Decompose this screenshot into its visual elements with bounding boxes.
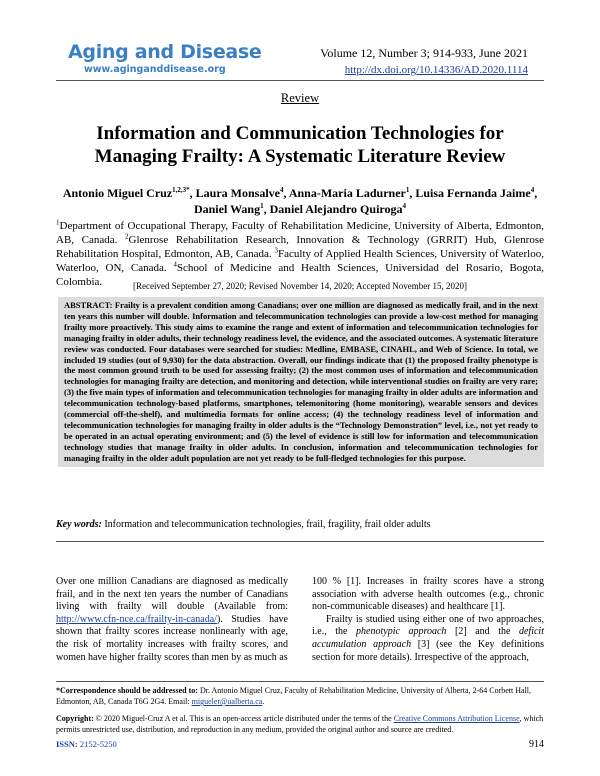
article-type: Review — [280, 91, 320, 105]
article-title: Information and Communication Technologies for Managing Frailty: A Systematic Literature Review — [94, 123, 506, 167]
author-separator: , — [534, 186, 538, 200]
author-name: Laura Monsalve — [195, 186, 280, 200]
author-list — [58, 185, 542, 217]
email-link[interactable]: migueler@ualberta.ca — [191, 697, 263, 706]
affiliation-mark: 1 — [56, 218, 60, 227]
journal-website[interactable]: www.aginganddisease.org — [84, 64, 226, 75]
affiliation-text: School of Medicine and Health Sciences, Universidad del Rosario, Bogota, Colombia. — [56, 262, 544, 288]
p2-emphasis-2: deficit accumulation approach — [312, 626, 544, 650]
issn — [56, 739, 117, 749]
author-separator: , — [409, 186, 416, 200]
intro-text-b: ). Studies have shown that frailty scores increase nonlinearly with age, the risk of mortality increases with frailty scores, and women have higher frailty scores than men by as much as — [56, 613, 288, 663]
affiliation-text: Department of Occupational Therapy, Faculty of Rehabilitation Medicine, University of Alberta, Edmonton, AB, Canada. — [56, 220, 544, 246]
copyright — [56, 713, 544, 735]
author-name: Antonio Miguel Cruz — [62, 186, 173, 200]
author-separator: , — [283, 186, 289, 200]
author-affiliation-mark: 4 — [280, 186, 284, 194]
article-dates: [Received September 27, 2020; Revised November 14, 2020; Accepted November 15, 2020] — [133, 281, 467, 291]
copyright-text: © 2020 Miguel-Cruz A et al. This is an open-access article distributed under the terms of the — [93, 714, 394, 723]
affiliations — [56, 219, 544, 289]
body-column-right — [312, 576, 544, 664]
abstract-box: ABSTRACT: Frailty is a prevalent condition among Canadians; over one million are diagnosed as medically frail, and in the next ten years this number will double. Information and telecommunication technologies can provide a low-cost method for managing frailty more proactively. This study aims to examine the range and extent of information and telecommunication technologies for managing frailty in older adults, their technology readiness level, the evidence, and the associated outcomes. A systematic literature review was conducted. Four databases were searched for studies: Medline, EMBASE, CINAHL, and Web of Science. In total, we included 19 studies (out of 9,930) for the data abstraction. Overall, our findings indicate that (1) the proposed frailty phenotype is the most common ground truth to be used for assessing frailty; (2) the most common uses of information and telecommunication technologies for managing frailty are detection, and monitoring and detection, while interventional studies on frailty are very rare; (3) the five main types of information and telecommunication technologies for managing frailty in older adults are information and telecommunication technology-based platforms, smartphones, telemonitoring (home monitoring), wearable sensors and devices (commercial off-the-shelf), and multimedia formats for online access; (4) the technology readiness level of information and telecommunication technologies for managing frailty in older adults is the “Technology Demonstration” level, i.e., not yet ready to be operated in an actual operating environment; and (5) the level of evidence is still low for information and telecommunication technology studies that manage frailty in older adults. In conclusion, information and telecommunication technologies for managing frailty in the older adult population are not yet ready to be full-fledged technologies for this purpose. — [58, 297, 544, 467]
keywords — [56, 519, 544, 530]
volume-info: Volume 12, Number 3; 914-933, June 2021 — [320, 46, 528, 60]
journal-name: Aging and Disease — [68, 41, 262, 63]
correspondence-text: Dr. Antonio Miguel Cruz, Faculty of Rehabilitation Medicine, University of Alberta, 2-64 Corbett Hall, Edmonton, AB, Canada T6G 2G4. Email: — [56, 686, 532, 706]
correspondence-label: *Correspondence should be addressed to: — [56, 686, 198, 695]
author-affiliation-mark: 4 — [402, 202, 407, 210]
correspondence-end: . — [262, 697, 265, 706]
author-separator: , — [263, 202, 270, 216]
header-divider — [56, 80, 544, 81]
keywords-label: Key words: — [56, 519, 102, 530]
affiliation-text: Faculty of Applied Health Sciences, University of Waterloo, Waterloo, ON, Canada. — [56, 248, 544, 274]
doi-link[interactable]: http://dx.doi.org/10.14336/AD.2020.1114 — [344, 64, 528, 76]
issn-value: 2152-5250 — [79, 739, 117, 749]
author-affiliation-mark: 1,2,3* — [172, 186, 190, 194]
affiliation-text: Glenrose Rehabilitation Research, Innovation & Technology (GRRIT) Hub, Glenrose Rehabilitation Hospital, Edmonton, AB, Canada. — [56, 234, 545, 260]
body-paragraph-2 — [312, 614, 544, 664]
affiliation-mark: 3 — [274, 246, 279, 255]
p2-text-c: [3] (see the Key definitions section for more details). Irrespective of the approach, — [312, 638, 544, 663]
p2-text-b: [2] and the — [446, 626, 519, 638]
affiliation-mark: 4 — [173, 260, 177, 269]
copyright-label: Copyright: — [56, 714, 94, 723]
issn-label: ISSN: — [56, 739, 78, 749]
author-separator: , — [189, 186, 196, 200]
copyright-end: , which permits unrestricted use, distribution, and reproduction in any medium, provided the original author and source are credited. — [56, 714, 544, 734]
footer-divider — [56, 681, 544, 682]
author-name: Luisa Fernanda Jaime — [415, 186, 531, 200]
author-affiliation-mark: 4 — [530, 186, 535, 194]
p2-emphasis-1: phenotypic approach — [356, 626, 447, 638]
page-number: 914 — [529, 739, 544, 750]
correspondence — [56, 685, 544, 707]
author-affiliation-mark: 1 — [405, 186, 410, 194]
body-column-left — [56, 576, 288, 664]
body-paragraph-1: 100 % [1]. Increases in frailty scores have a strong association with adverse health outcomes (e.g., chronic non-communicable diseases) and healthcare [1]. — [312, 576, 544, 613]
p2-text-a: Frailty is studied using either one of two approaches, i.e., the — [312, 613, 544, 638]
cfn-link[interactable]: http://www.cfn-nce.ca/frailty-in-canada/ — [56, 613, 217, 625]
keywords-divider — [56, 541, 544, 542]
keywords-text: Information and telecommunication technologies, frail, fragility, frail older adults — [104, 519, 431, 530]
author-affiliation-mark: 1 — [260, 202, 264, 210]
intro-text-a: Over one million Canadians are diagnosed as medically frail, and in the next ten years the number of Canadians living with frailty will double (Available from: — [56, 576, 288, 613]
author-name: Anna-Maria Ladurner — [288, 186, 406, 200]
author-name: Daniel Wang — [193, 202, 261, 216]
affiliation-mark: 2 — [125, 232, 129, 241]
author-name: Daniel Alejandro Quiroga — [269, 202, 403, 216]
license-link[interactable]: Creative Commons Attribution License — [393, 714, 520, 723]
